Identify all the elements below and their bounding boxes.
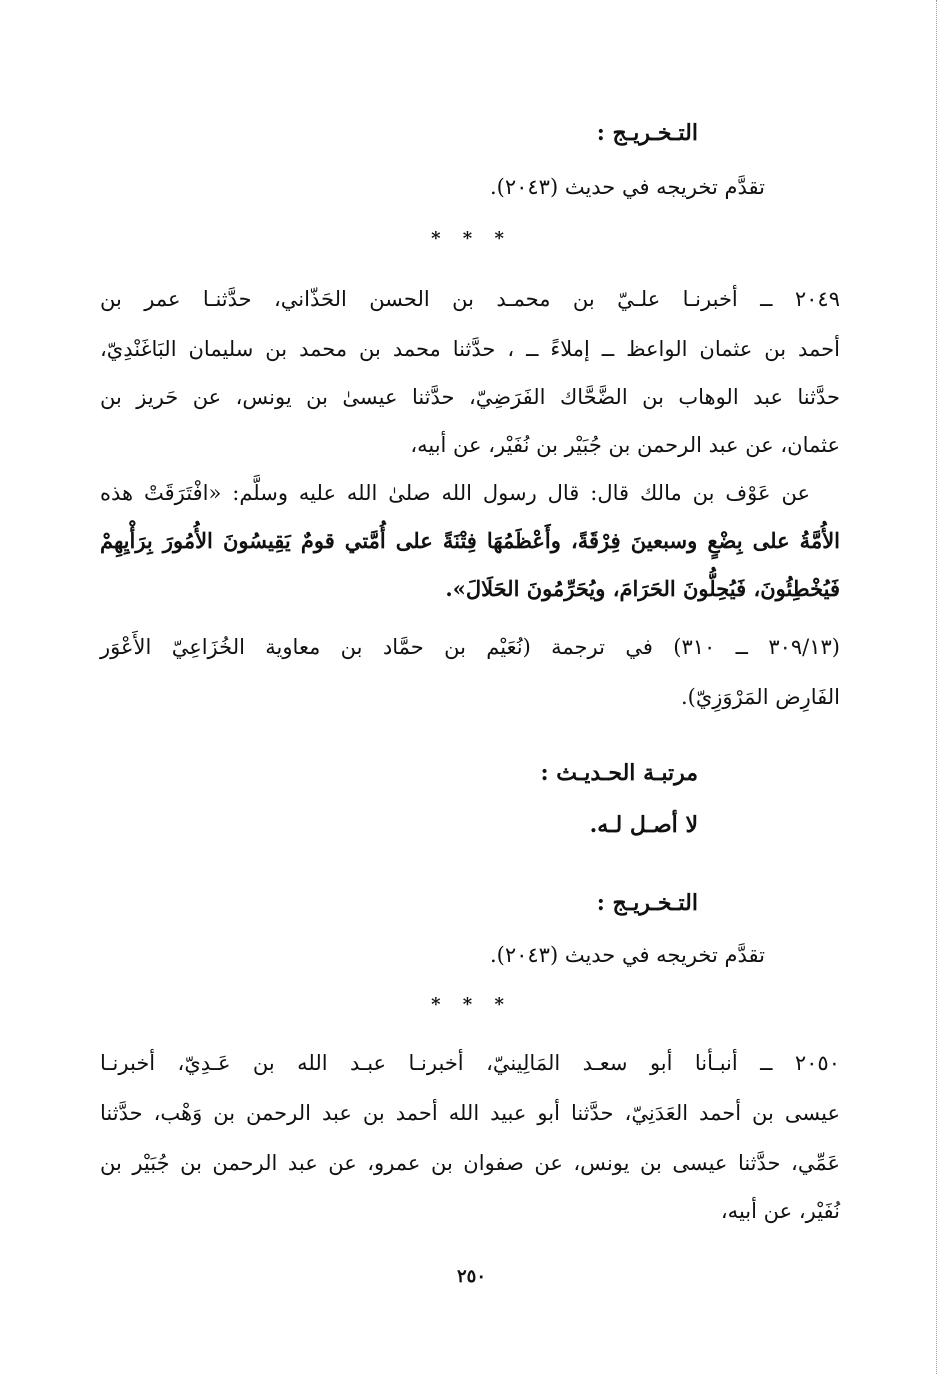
hadith-2049-line-3: حدَّثنا عبد الوهاب بن الضَّحَّاك الفَرَضِيّ، حدَّثنا عيسىٰ بن يونس، عن حَريز بن — [100, 385, 840, 409]
hadith-2049-reference-line-1: (٣٠٩/١٣ ــ ٣١٠) في ترجمة (نُعَيْم بن حمَّاد بن معاوية الخُزَاعِيّ الأَعْوَر — [100, 635, 840, 659]
takhrij-text: تقدَّم تخريجه في حديث (٢٠٤٣). — [489, 175, 765, 199]
takhrij-heading: التـخـريـج : — [596, 890, 698, 916]
martaba-heading: مرتبـة الحـديـث : — [540, 760, 698, 786]
hadith-2049-line-2: أحمد بن عثمان الواعظ ــ إملاءً ــ ، حدَّثنا محمد بن محمد بن سليمان البَاغَنْدِيّ، — [100, 337, 840, 361]
hadith-2049-matn-line-2: الأُمَّةُ على بِضْعٍ وسبعينَ فِرْقَةً، وأَعْظَمُهَا فِتْنَةً على أُمَّتي قومٌ يَقِيسُونَ الأُمُورَ بِرَأْيِهِمْ — [100, 528, 840, 553]
hadith-2049-reference-line-2: الفَارِض المَرْوَزِيّ). — [680, 685, 840, 709]
takhrij-text: تقدَّم تخريجه في حديث (٢٠٤٣). — [489, 943, 765, 967]
hadith-2050-line-2: عيسى بن أحمد العَدَنِيّ، حدَّثنا أبو عبيد الله أحمد بن عبد الرحمن بن وَهْب، حدَّثنا — [100, 1101, 840, 1125]
hadith-2050-line-3: عَمِّي، حدَّثنا عيسى بن يونس، عن صفوان بن عمرو، عن عبد الرحمن بن جُبَيْر بن — [100, 1151, 840, 1175]
scan-edge-dots — [936, 0, 937, 1374]
hadith-2049-line-1: ٢٠٤٩ ــ أخبرنـا علـيّ بن محمـد بن الحسن الحَذّاني، حدَّثنـا عمر بن — [100, 287, 840, 311]
hadith-2049-matn-line-1: عن عَوْف بن مالك قال: قال رسول الله صلىٰ الله عليه وسلَّم: «افْتَرَقَتْ هذه — [100, 481, 810, 505]
takhrij-heading: التـخـريـج : — [596, 120, 698, 146]
section-separator: * * * — [431, 228, 512, 249]
hadith-2049-matn-line-3: فَيُخْطِئُونَ، فَيُحِلُّونَ الحَرَامَ، ويُحَرِّمُونَ الحَلَالَ». — [445, 576, 840, 601]
hadith-2050-line-4: نُفَيْر، عن أبيه، — [720, 1199, 840, 1223]
hadith-2050-line-1: ٢٠٥٠ ــ أنبـأنا أبو سعـد المَالِينيّ، أخبرنـا عبـد الله بن عَـدِيّ، أخبرنـا — [100, 1051, 840, 1075]
martaba-text: لا أصـل لـه. — [589, 812, 698, 838]
page-number: ٢٥٠ — [456, 1266, 486, 1287]
hadith-2049-line-4: عثمان، عن عبد الرحمن بن جُبَيْر بن نُفَيْر، عن أبيه، — [410, 433, 840, 457]
section-separator: * * * — [431, 994, 512, 1015]
